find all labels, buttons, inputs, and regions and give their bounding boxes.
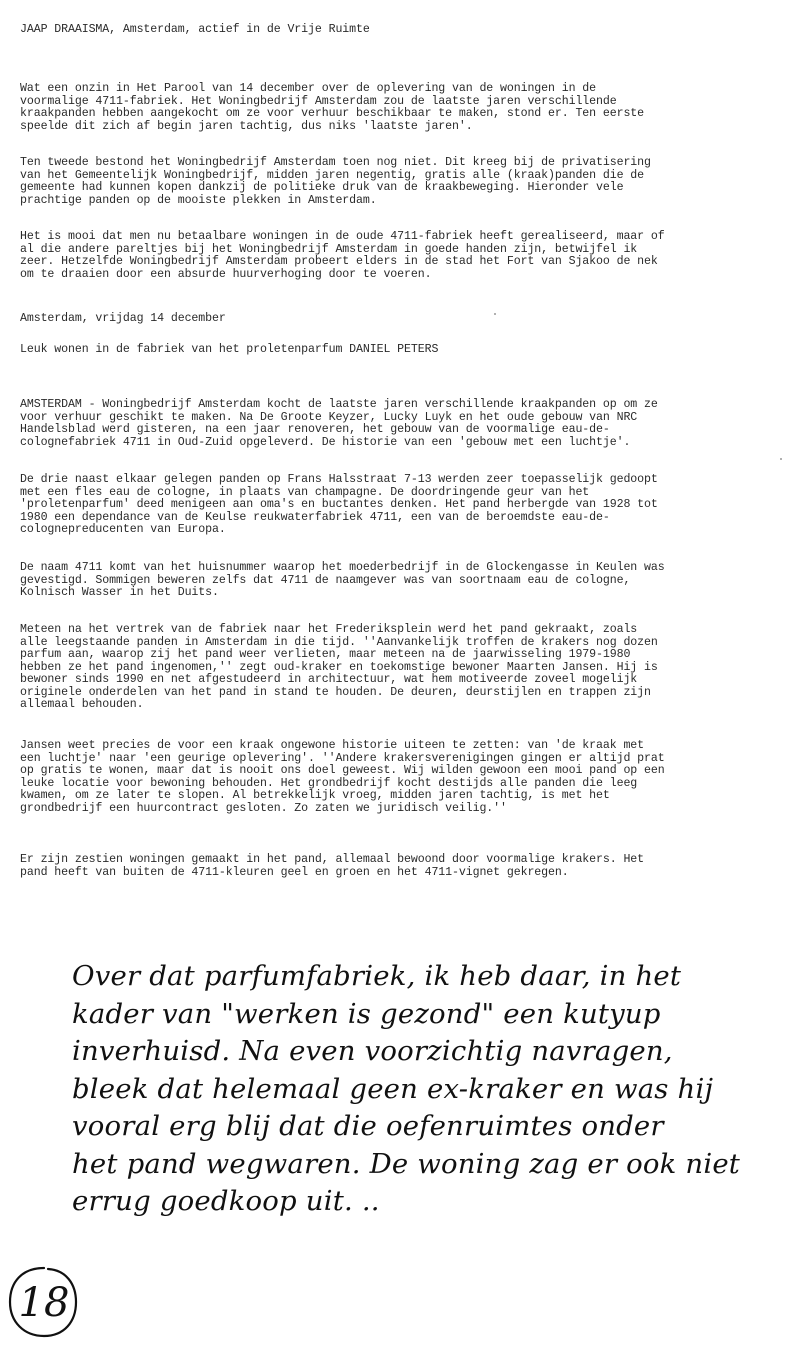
- text-line: op gratis te wonen, maar dat is nooit ons doel geweest. Wij wilden gewoon een mooi pand op een: [20, 764, 665, 777]
- text-line: pand heeft van buiten de 4711-kleuren geel en groen en het 4711-vignet gekregen.: [20, 865, 569, 879]
- letter-header: JAAP DRAAISMA, Amsterdam, actief in de Vrije Ruimte: [20, 23, 370, 36]
- text-line: allemaal behouden.: [20, 698, 144, 711]
- handwritten-line: het pand wegwaren. De woning zag er ook niet: [72, 1147, 741, 1180]
- text-line: kraakpanden hebben aangekocht om ze voor verhuur beschikbaar te maken, stond er. Ten eerste: [20, 107, 645, 120]
- page-number: 18: [18, 1280, 70, 1326]
- text-line: kwamen, om ze later te slopen. Al betrekkelijk vroeg, midden jaren tachtig, is met het: [20, 789, 610, 802]
- page-number-circle: [4, 1262, 84, 1342]
- text-line: bewoner sinds 1990 en net afgestudeerd in architectuur, wat hem motiveerde zoveel mogelijk: [20, 673, 638, 686]
- text-line: prachtige panden op de mooiste plekken in Amsterdam.: [20, 193, 377, 207]
- text-line: 'proletenparfum' deed menigeen aan oma's en buctantes denken. Het pand herbergde van 1928 tot: [20, 498, 658, 511]
- text-line: alle leegstaande panden in Amsterdam in die tijd. ''Aanvankelijk troffen de krakers nog dozen: [20, 635, 658, 649]
- text-line: De drie naast elkaar gelegen panden op Frans Halsstraat 7-13 werden zeer toepasselijk gedoopt: [20, 473, 658, 486]
- text-line: voor verhuur geschikt te maken. Na De Groote Keyzer, Lucky Luyk en het oude gebouw van NRC: [20, 410, 638, 424]
- handwritten-line: inverhuisd. Na even voorzichtig navragen,: [72, 1035, 673, 1067]
- article-dateline: Amsterdam, vrijdag 14 december: [20, 312, 226, 325]
- text-line: originele onderdelen van het pand in stand te houden. De deuren, deurstijlen en trappen zijn: [20, 685, 651, 699]
- handwritten-line: Over dat parfumfabriek, ik heb daar, in het: [72, 960, 682, 992]
- handwritten-line: errug goedkoop uit. ..: [72, 1185, 380, 1217]
- article-headline: Leuk wonen in de fabriek van het proletenparfum DANIEL PETERS: [20, 343, 439, 356]
- scan-speck: [780, 458, 782, 460]
- text-line: Handelsblad werd gisteren, na een jaar renoveren, het gebouw van de voormalige eau-de-: [20, 423, 610, 436]
- text-line: colognefabriek 4711 in Oud-Zuid opgeleverd. De historie van een 'gebouw met een luchtje'.: [20, 435, 631, 449]
- text-line: colognepreducenten van Europa.: [20, 523, 226, 536]
- text-line: van het Gemeentelijk Woningbedrijf, midden jaren negentig, gratis alle (kraak)panden die de: [20, 168, 645, 182]
- text-line: 1980 een dependance van de Keulse reukwaterfabriek 4711, een van de beroemdste eau-de-: [20, 510, 610, 524]
- text-line: Ten tweede bestond het Woningbedrijf Amsterdam toen nog niet. Dit kreeg bij de privatisering: [20, 156, 651, 169]
- text-line: Meteen na het vertrek van de fabriek naar het Frederiksplein werd het pand gekraakt, zoals: [20, 623, 638, 636]
- text-line: leuke locatie voor bewoning behouden. Het grondbedrijf kocht destijds alle panden die leeg: [20, 776, 638, 790]
- text-line: hebben ze het pand ingenomen,'' zegt oud-kraker en toekomstige bewoner Maarten Jansen. Hij is: [20, 660, 658, 674]
- text-line: grondbedrijf een huurcontract gesloten. Zo zaten we juridisch veilig.'': [20, 801, 507, 815]
- text-line: Wat een onzin in Het Parool van 14 december over de oplevering van de woningen in de: [20, 82, 597, 95]
- article-paragraph-6: [20, 829, 780, 904]
- text-line: om te draaien door een absurde huurverhoging door te voeren.: [20, 267, 432, 281]
- letter-paragraph-3: [20, 206, 780, 306]
- text-line: parfum aan, waarop zij het pand weer verlieten, maar meteen na de jaarwisseling 1979-1980: [20, 648, 631, 661]
- text-line: gevestigd. Sommigen beweren zelfs dat 4711 de naamgever was van soortnaam eau de cologne,: [20, 573, 631, 587]
- text-line: al die andere pareltjes bij het Woningbedrijf Amsterdam in goede handen zijn, betwijfel ik: [20, 242, 638, 256]
- text-line: een luchtje' naar 'een geurige oplevering'. ''Andere krakersverenigingen gingen er altijd prat: [20, 751, 665, 765]
- handwritten-line: bleek dat helemaal geen ex-kraker en was hij: [72, 1072, 714, 1105]
- text-line: De naam 4711 komt van het huisnummer waarop het moederbedrijf in de Glockengasse in Keulen was: [20, 561, 665, 574]
- text-line: met een fles eau de cologne, in plaats van champagne. De doordringende geur van het: [20, 485, 590, 499]
- text-line: zeer. Hetzelfde Woningbedrijf Amsterdam probeert elders in de stad het Fort van Sjakoo de nek: [20, 255, 658, 268]
- handwritten-line: kader van "werken is gezond" een kutyup: [72, 997, 661, 1030]
- text-line: voormalige 4711-fabriek. Het Woningbedrijf Amsterdam zou de laatste jaren verschillende: [20, 94, 617, 108]
- text-line: Er zijn zestien woningen gemaakt in het pand, allemaal bewoond door voormalige krakers. Het: [20, 853, 645, 866]
- text-line: gemeente had kunnen kopen dankzij de politieke druk van de kraakbeweging. Hieronder vele: [20, 181, 624, 194]
- text-line: Jansen weet precies de voor een kraak ongewone historie uiteen te zetten: van 'de kraak met: [20, 739, 645, 752]
- scan-speck: [494, 313, 496, 315]
- text-line: AMSTERDAM - Woningbedrijf Amsterdam kocht de laatste jaren verschillende kraakpanden op om ze: [20, 398, 658, 411]
- article-paragraph-5: [20, 715, 780, 840]
- text-line: Het is mooi dat men nu betaalbare woningen in de oude 4711-fabriek heeft gerealiseerd, maar of: [20, 230, 665, 243]
- text-line: speelde dit zich af begin jaren tachtig, dus niks 'laatste jaren'.: [20, 119, 473, 133]
- text-line: Kolnisch Wasser in het Duits.: [20, 586, 219, 599]
- handwritten-line: vooral erg blij dat die oefenruimtes onder: [72, 1110, 664, 1142]
- handwritten-note: [72, 958, 772, 1221]
